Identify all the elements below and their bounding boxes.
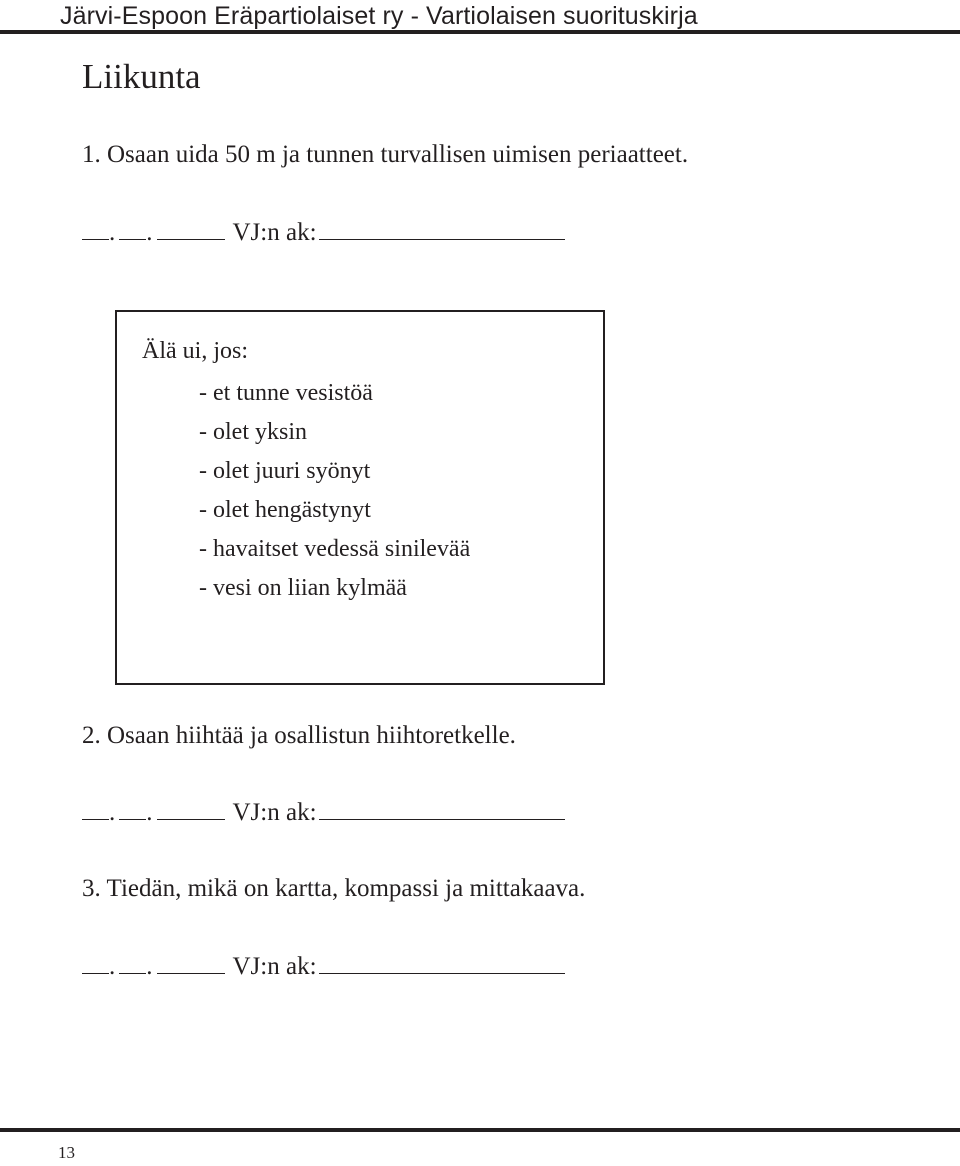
day-blank [82, 818, 109, 820]
warning-item: - vesi on liian kylmää [199, 575, 407, 601]
section-title: Liikunta [82, 57, 201, 96]
warning-item: - havaitset vedessä sinilevää [199, 536, 471, 562]
year-blank [157, 238, 225, 240]
task-1-text: 1. Osaan uida 50 m ja tunnen turvallisen uimisen periaatteet. [82, 141, 689, 168]
signature-blank [319, 238, 565, 240]
date-separator: . [109, 953, 116, 980]
page-number: 13 [58, 1143, 75, 1162]
task-2-signature-line [82, 798, 582, 828]
header-rule [0, 30, 960, 34]
date-separator: . [146, 799, 153, 826]
warning-list [199, 374, 470, 608]
footer-rule [0, 1128, 960, 1132]
signature-label: VJ:n ak: [232, 799, 317, 826]
date-separator: . [109, 219, 116, 246]
warning-item: - et tunne vesistöä [199, 380, 373, 406]
year-blank [157, 972, 225, 974]
task-2-text: 2. Osaan hiihtää ja osallistun hiihtoretkelle. [82, 722, 516, 749]
day-blank [82, 972, 109, 974]
task-3-text: 3. Tiedän, mikä on kartta, kompassi ja mittakaava. [82, 875, 586, 902]
month-blank [119, 972, 146, 974]
task-1-signature-line [82, 218, 582, 248]
task-3-signature-line [82, 952, 582, 982]
swimming-warning-box [115, 310, 605, 685]
document-header-title: Järvi-Espoon Eräpartiolaiset ry - Vartiolaisen suorituskirja [60, 2, 698, 30]
signature-blank [319, 818, 565, 820]
year-blank [157, 818, 225, 820]
day-blank [82, 238, 109, 240]
date-separator: . [146, 219, 153, 246]
warning-item: - olet juuri syönyt [199, 458, 371, 484]
warning-item: - olet hengästynyt [199, 497, 371, 523]
month-blank [119, 238, 146, 240]
signature-label: VJ:n ak: [232, 219, 317, 246]
date-separator: . [109, 799, 116, 826]
warning-heading: Älä ui, jos: [142, 338, 248, 364]
warning-item: - olet yksin [199, 419, 307, 445]
signature-label: VJ:n ak: [232, 953, 317, 980]
month-blank [119, 818, 146, 820]
date-separator: . [146, 953, 153, 980]
signature-blank [319, 972, 565, 974]
